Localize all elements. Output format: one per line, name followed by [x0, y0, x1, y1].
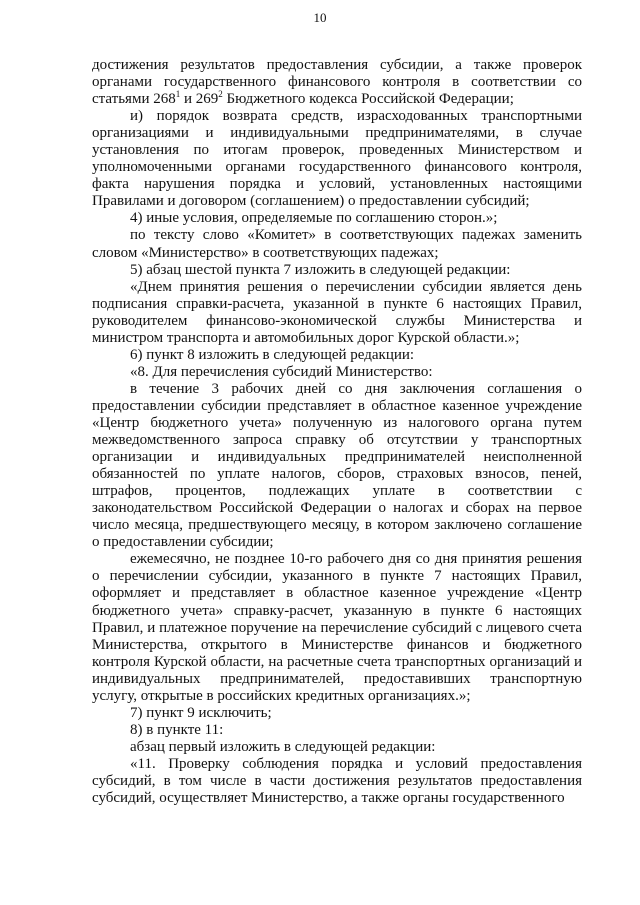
paragraph-monthly: ежемесячно, не позднее 10-го рабочего дня со дня принятия решения о перечислении субсидии, указанного в пункте 7 настоящих Правил, оформляет и представляет в областное казенное учреждение «Центр бюджетного учета» справку-расчет, указанную в пункте 6 настоящих Правил, и платежное поручение на перечисление субсидий с лицевого счета Министерства, открытого в Министерстве финансов и бюджетного контроля Курской области, на расчетные счета транспортных организаций и индивидуальных предпринимателей, предоставивших транспортную услугу, открытые в российских кредитных организациях.»;: [92, 551, 582, 704]
paragraph-first-abzac: абзац первый изложить в следующей редакции:: [130, 738, 436, 755]
paragraph-item-4: 4) иные условия, определяемые по соглашению сторон.»;: [130, 210, 498, 227]
paragraph-item-6: 6) пункт 8 изложить в следующей редакции:: [130, 346, 415, 363]
superscript-1: 1: [175, 89, 181, 100]
paragraph-item-8: 8) в пункте 11:: [130, 721, 224, 738]
paragraph-three-days: в течение 3 рабочих дней со дня заключения соглашения о предоставлении субсидии представляет в областное казенное учреждение «Центр бюджетного учета» полученную из налогового органа путем межведомственного запроса справку об отсутствии у транспортных организации и индивидуальных предпринимателей неисполненной обязанностей по уплате налогов, сборов, страховых взносов, пеней, штрафов, процентов, подлежащих уплате в соответствии с законодательством Российской Федерации о налогах и сборах на первое число месяца, предшествующего месяцу, в котором заключено соглашение о предоставлении субсидии;: [92, 380, 582, 551]
paragraph-item-i: и) порядок возврата средств, израсходованных транспортными организациями и индивидуальными предпринимателями, в случае установления по итогам проверок, проведенных Министерством и уполномоченными органами государственного финансового контроля, факта нарушения порядка и условий, установленных настоящими Правилами и договором (соглашением) о предоставлении субсидий;: [92, 108, 582, 210]
paragraph-point-8: «8. Для перечисления субсидий Министерство:: [130, 363, 433, 380]
paragraph-decision-day: «Днем принятия решения о перечислении субсидии является день подписания справки-расчета, указанной в пункте 6 настоящих Правил, руководителем финансово-экономической службы Министерства и министром транспорта и автомобильных дорог Курской области.»;: [92, 278, 582, 346]
paragraph-text: достижения результатов предоставления субсидии, а также проверок органами государственного финансового контроля в соответствии со статьями 268: [92, 57, 582, 108]
page-number: 10: [313, 10, 327, 25]
document-body: [92, 57, 582, 807]
paragraph-text: Бюджетного кодекса Российской Федерации;: [222, 91, 514, 108]
paragraph-replace-committee: по тексту слово «Комитет» в соответствующих падежах заменить словом «Министерство» в соответствующих падежах;: [92, 227, 582, 261]
paragraph-continuation: [92, 57, 582, 108]
paragraph-item-5: 5) абзац шестой пункта 7 изложить в следующей редакции:: [130, 261, 511, 278]
paragraph-text: и 269: [180, 91, 219, 108]
superscript-2: 2: [218, 89, 223, 100]
paragraph-point-11: «11. Проверку соблюдения порядка и условий предоставления субсидий, в том числе в части достижения результатов предоставления субсидий, осуществляет Министерство, а также органы государственного: [92, 755, 582, 807]
paragraph-item-7: 7) пункт 9 исключить;: [130, 704, 272, 721]
